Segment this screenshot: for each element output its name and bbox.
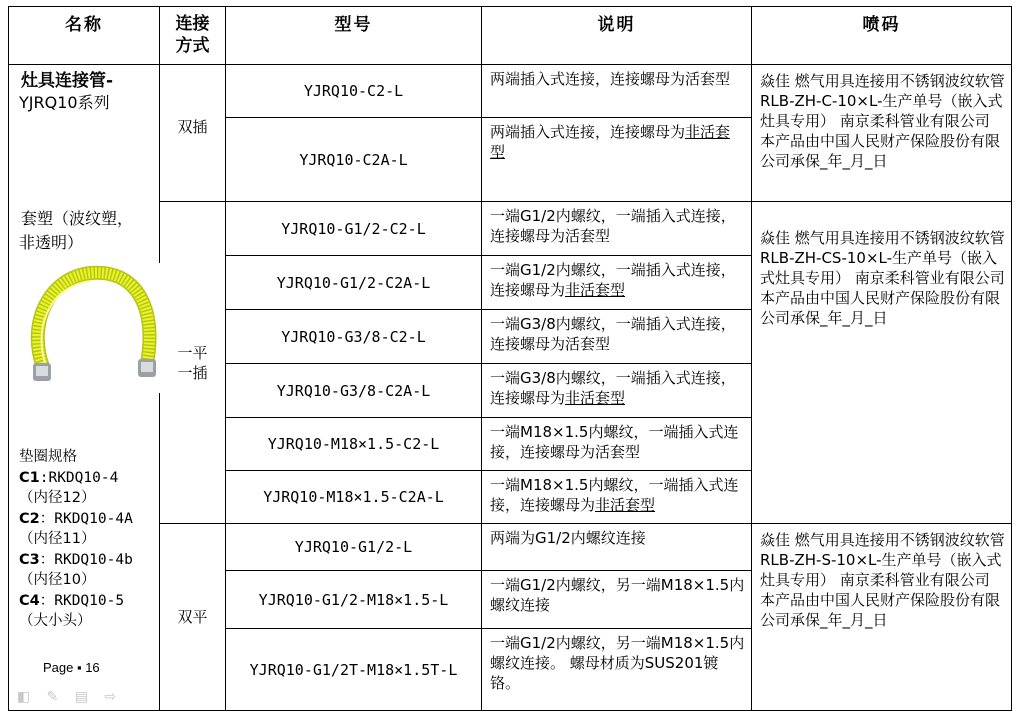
product-title: 灶具连接管- <box>21 71 114 91</box>
product-name-cell <box>9 65 160 711</box>
model-cell: YJRQ10-M18×1.5-C2A-L <box>226 471 482 524</box>
model-cell: YJRQ10-C2-L <box>226 65 482 118</box>
model-cell: YJRQ10-M18×1.5-C2-L <box>226 418 482 471</box>
desc-cell: 一端M18×1.5内螺纹，一端插入式连接，连接螺母为非活套型 <box>482 471 752 524</box>
page-number: Page ▪ 16 <box>43 660 100 675</box>
header-row <box>9 7 1012 65</box>
hose-image <box>19 263 161 393</box>
header-model: 型号 <box>226 7 482 65</box>
model-cell: YJRQ10-C2A-L <box>226 118 482 202</box>
header-name: 名称 <box>9 7 160 65</box>
spec-table <box>8 6 1012 711</box>
gasket-spec: 垫圈规格 C1:RKDQ10-4 （内径12） C2：RKDQ10-4A （内径11） C3：RKDQ10-4b （内径10） C4：RKDQ10-5 （大小头） <box>19 449 133 629</box>
toolbar-icons: ◧ ✎ ▤ ⇨ <box>17 689 123 705</box>
model-cell: YJRQ10-G1/2-L <box>226 524 482 571</box>
desc-cell: 两端插入式连接，连接螺母为活套型 <box>482 65 752 118</box>
desc-cell: 一端G3/8内螺纹，一端插入式连接，连接螺母为非活套型 <box>482 364 752 418</box>
model-cell: YJRQ10-G1/2T-M18×1.5T-L <box>226 629 482 711</box>
model-cell: YJRQ10-G1/2-C2A-L <box>226 256 482 310</box>
header-desc: 说明 <box>482 7 752 65</box>
conn-type-double-flat: 双平 <box>160 524 226 711</box>
desc-cell: 一端G3/8内螺纹，一端插入式连接，连接螺母为活套型 <box>482 310 752 364</box>
model-cell: YJRQ10-G3/8-C2A-L <box>226 364 482 418</box>
desc-cell: 一端G1/2内螺纹，一端插入式连接，连接螺母为活套型 <box>482 202 752 256</box>
header-conn: 连接 方式 <box>160 7 226 65</box>
conn-type-flat-insert: 一平 一插 <box>160 202 226 524</box>
desc-cell: 一端G1/2内螺纹，一端插入式连接，连接螺母为非活套型 <box>482 256 752 310</box>
model-cell: YJRQ10-G1/2-C2-L <box>226 202 482 256</box>
code-cell-group-1: 焱佳 燃气用具连接用不锈钢波纹软管 RLB-ZH-C-10×L-生产单号（嵌入式灶具专用） 南京柔科管业有限公司 本产品由中国人民财产保险股份有限公司承保_年_月_日 <box>752 65 1012 202</box>
model-cell: YJRQ10-G3/8-C2-L <box>226 310 482 364</box>
desc-cell: 两端插入式连接，连接螺母为非活套型 <box>482 118 752 202</box>
code-cell-group-2: 焱佳 燃气用具连接用不锈钢波纹软管 RLB-ZH-CS-10×L-生产单号（嵌入式灶具专用） 南京柔科管业有限公司 本产品由中国人民财产保险股份有限公司承保_年_月_日 <box>752 202 1012 524</box>
conn-type-double-insert: 双插 <box>160 65 226 202</box>
header-code: 喷码 <box>752 7 1012 65</box>
table-row <box>9 65 1012 118</box>
desc-cell: 两端为G1/2内螺纹连接 <box>482 524 752 571</box>
model-cell: YJRQ10-G1/2-M18×1.5-L <box>226 571 482 629</box>
code-cell-group-3: 焱佳 燃气用具连接用不锈钢波纹软管 RLB-ZH-S-10×L-生产单号（嵌入式灶具专用） 南京柔科管业有限公司 本产品由中国人民财产保险股份有限公司承保_年_月_日 <box>752 524 1012 711</box>
desc-cell: 一端G1/2内螺纹，另一端M18×1.5内螺纹连接 <box>482 571 752 629</box>
desc-cell: 一端G1/2内螺纹，另一端M18×1.5内螺纹连接。 螺母材质为SUS201镀铬。 <box>482 629 752 711</box>
desc-cell: 一端M18×1.5内螺纹，一端插入式连接，连接螺母为活套型 <box>482 418 752 471</box>
product-series: YJRQ10系列 <box>19 93 110 112</box>
cover-type: 套塑（波纹塑， 非透明） <box>19 209 134 252</box>
